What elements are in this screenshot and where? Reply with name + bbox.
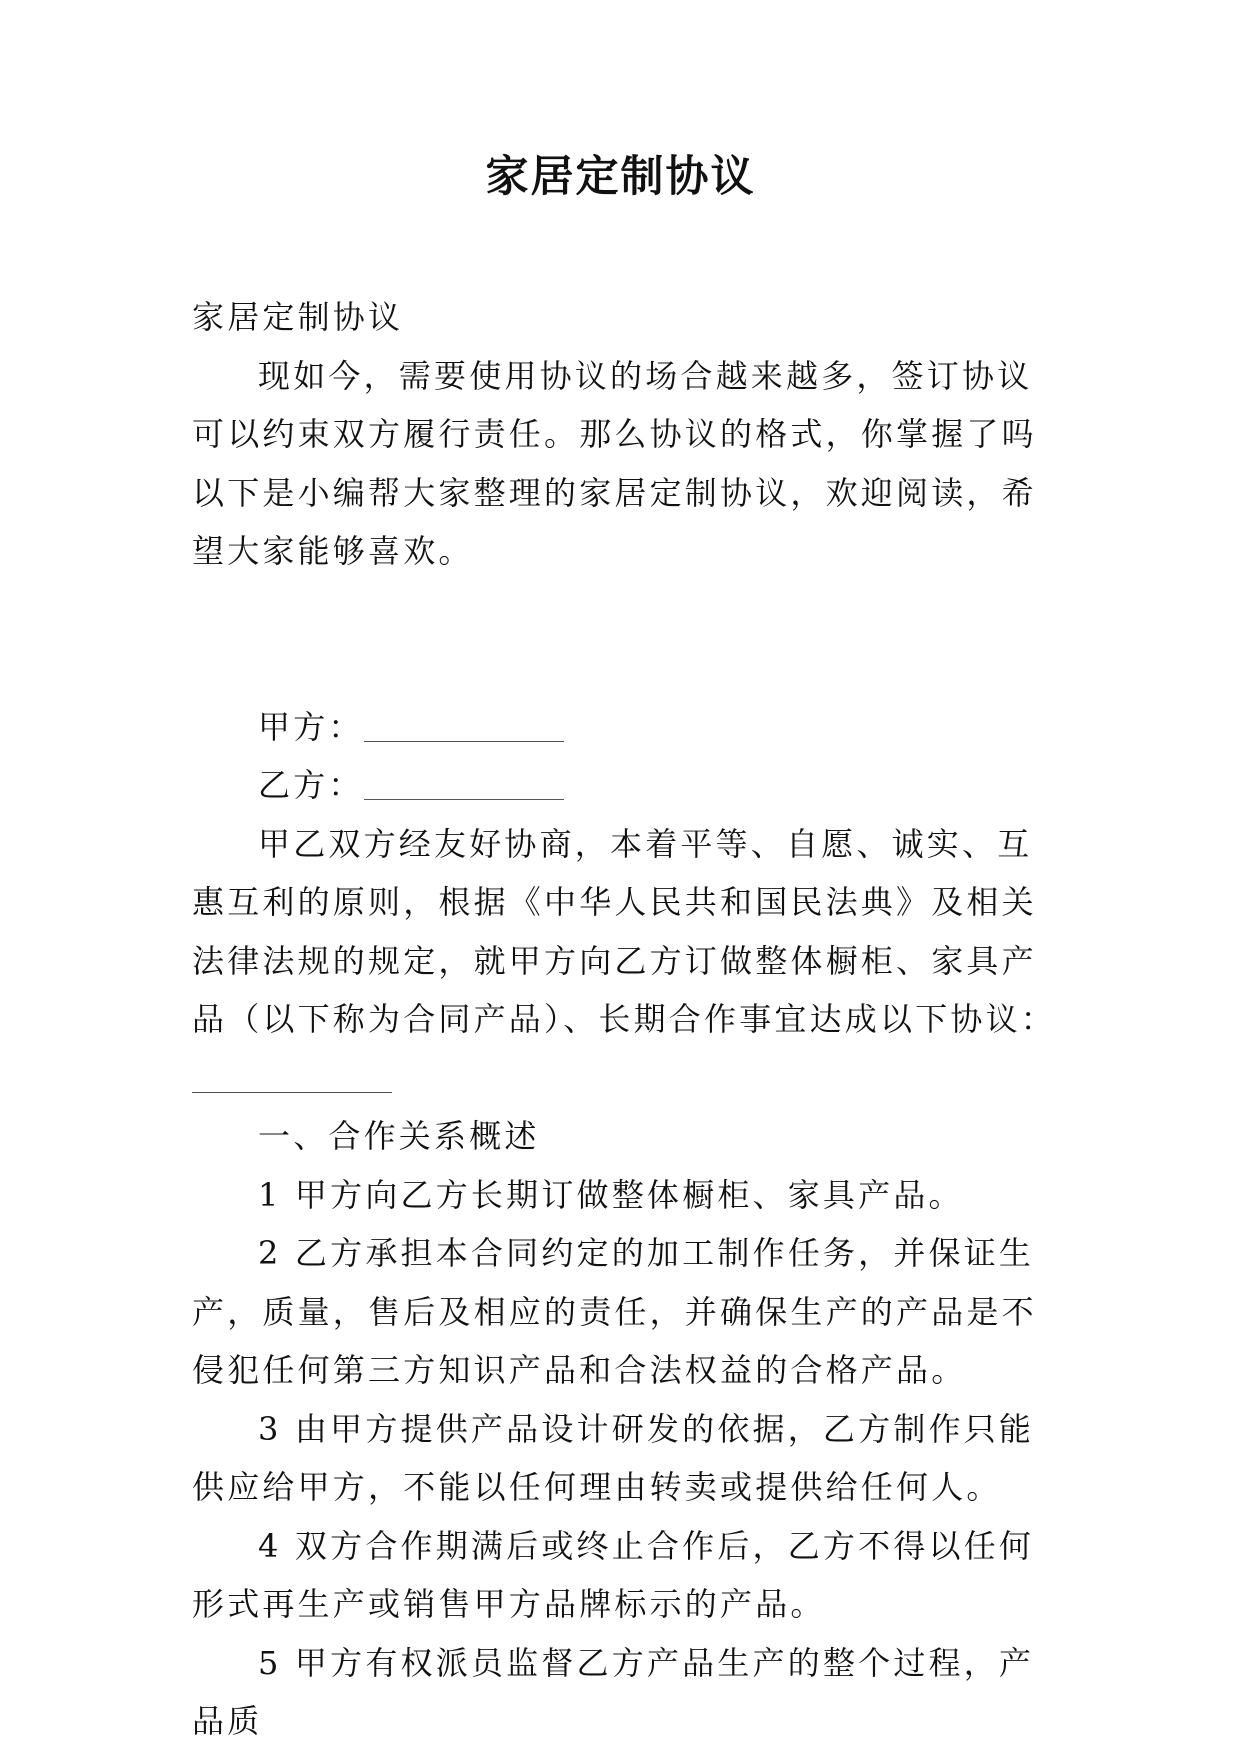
party-a-label: 甲方：: [258, 707, 364, 746]
document-body: [192, 288, 1057, 1751]
preamble-blank: [192, 1062, 392, 1093]
section-title: 一、合作关系概述: [258, 1117, 540, 1155]
clause-5: 5 甲方有权派员监督乙方产品生产的整个过程，产品质: [192, 1643, 1035, 1740]
party-b-blank: [364, 769, 564, 800]
preamble-paragraph: [192, 815, 1057, 1108]
intro-paragraph: 现如今，需要使用协议的场合越来越多，签订协议可以约束双方履行责任。那么协议的格式，你掌握了吗以下是小编帮大家整理的家居定制协议，欢迎阅读，希望大家能够喜欢。: [192, 356, 1037, 570]
preamble-text: 甲乙双方经友好协商，本着平等、自愿、诚实、互惠互利的原则，根据《中华人民共和国民法典》及相关法律法规的规定，就甲方向乙方订做整体橱柜、家具产品（以下称为合同产品）、长期合作事宜达成以下协议：: [192, 824, 1057, 1038]
party-b-line: [192, 756, 1057, 815]
party-b-label: 乙方：: [258, 766, 364, 804]
clause-3: 3 由甲方提供产品设计研发的依据，乙方制作只能供应给甲方，不能以任何理由转卖或提供给任何人。: [192, 1409, 1035, 1506]
clause-4: 4 双方合作期满后或终止合作后，乙方不得以任何形式再生产或销售甲方品牌标示的产品。: [192, 1526, 1035, 1623]
clause-2: 2 乙方承担本合同约定的加工制作任务，并保证生产，质量，售后及相应的责任，并确保生产的产品是不侵犯任何第三方知识产品和合法权益的合格产品。: [192, 1234, 1037, 1389]
document-heading: 家居定制协议: [192, 298, 404, 336]
clause-1: 1 甲方向乙方长期订做整体橱柜、家具产品。: [258, 1175, 964, 1214]
party-a-line: [192, 698, 1057, 757]
paragraph-spacer: [192, 581, 1057, 698]
document-title: 家居定制协议: [485, 152, 756, 202]
party-a-blank: [364, 711, 564, 742]
